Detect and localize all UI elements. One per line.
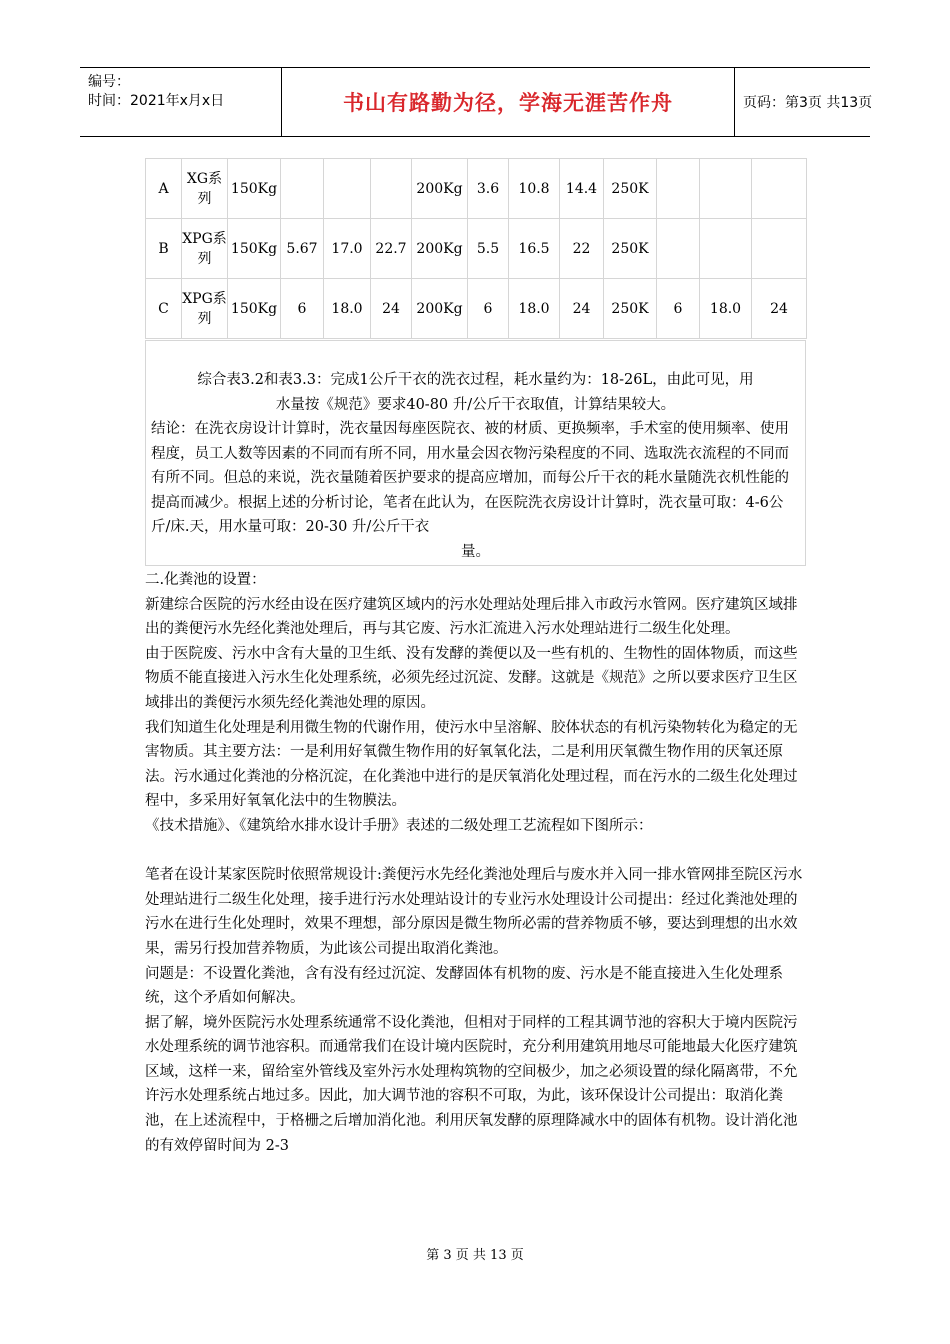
paragraph: 据了解，境外医院污水处理系统通常不设化粪池，但相对于同样的工程其调节池的容积大于境内医院污水处理系统的调节池容积。而通常我们在设计境内医院时，充分利用建筑用地尽可能地最大化医疗建筑区域，这样一来，留给室外管线及室外污水处理构筑物的空间极少，加之必须设置的绿化隔离带，不允许污水处理系统占地过多。因此，加大调节池的容积不可取，为此，该环保设计公司提出：取消化粪池，在上述流程中，于格栅之后增加消化池。利用厌氧发酵的原理降减水中的固体有机物。设计消化池的有效停留时间为 2-3: [145, 1014, 798, 1154]
paragraph: 笔者在设计某家医院时依照常规设计:粪便污水先经化粪池处理后与废水并入同一排水管网排至院区污水处理站进行二级生化处理，接手进行污水处理站设计的专业污水处理设计公司提出：经过化粪池处理的污水在进行生化处理时，效果不理想，部分原因是微生物所必需的营养物质不够，要达到理想的出水效果，需另行投加营养物质，为此该公司提出取消化粪池。: [145, 867, 803, 957]
header-date: 时间：2021年x月x日: [88, 93, 225, 109]
table-cell: B: [146, 219, 182, 279]
paragraph: 由于医院废、污水中含有大量的卫生纸、没有发酵的粪便以及一些有机的、生物性的固体物质，而这些物质不能直接进入污水生化处理系统，必须先经过沉淀、发酵。这就是《规范》之所以要求医疗卫生区域排出的粪便污水须先经化粪池处理的原因。: [145, 645, 798, 711]
table-cell: 24: [752, 279, 807, 339]
table-row: [146, 279, 807, 339]
summary-conclusion: 结论：在洗衣房设计计算时，洗衣量因每座医院衣、被的材质、更换频率，手术室的使用频率、使用程度，员工人数等因素的不同而有所不同，用水量会因衣物污染程度的不同、选取洗衣流程的不同而有所不同。但总的来说，洗衣量随着医护要求的提高应增加，而每公斤干衣的耗水量随洗衣机性能的提高而减少。根据上述的分析讨论，笔者在此认为，在医院洗衣房设计计算时，洗衣量可取：4-6公斤/床.天，用水量可取：20-30 升/公斤干衣: [151, 421, 789, 535]
table-cell: 24: [560, 279, 604, 339]
table-cell: [657, 219, 700, 279]
washing-data-table: [145, 158, 807, 339]
table-cell: 5.67: [281, 219, 324, 279]
table-cell: [700, 219, 752, 279]
table-cell: [657, 159, 700, 219]
paragraph: 新建综合医院的污水经由设在医疗建筑区域内的污水处理站处理后排入市政污水管网。医疗建筑区域排出的粪便污水先经化粪池处理后，再与其它废、污水汇流进入污水处理站进行二级生化处理。: [145, 596, 798, 638]
page-header: [80, 67, 873, 137]
table-row: [146, 219, 807, 279]
table-cell: [324, 159, 371, 219]
figure-placeholder: [145, 839, 811, 864]
table-cell: 14.4: [560, 159, 604, 219]
table-cell: 18.0: [700, 279, 752, 339]
header-motto: 书山有路勤为径，学海无涯苦作舟: [282, 68, 735, 136]
table-cell: 200Kg: [412, 279, 468, 339]
table-cell: 200Kg: [412, 219, 468, 279]
paragraph: 《技术措施》、《建筑给水排水设计手册》表述的二级处理工艺流程如下图所示：: [145, 817, 653, 834]
table-cell: [700, 159, 752, 219]
table-cell: 22: [560, 219, 604, 279]
table-cell: XPG系列: [182, 219, 228, 279]
table-cell: XPG系列: [182, 279, 228, 339]
table-cell: [752, 159, 807, 219]
table-cell: 18.0: [509, 279, 560, 339]
table-cell: 16.5: [509, 219, 560, 279]
table-cell: 5.5: [468, 219, 509, 279]
table-cell: 6: [657, 279, 700, 339]
paragraph: 问题是：不设置化粪池，含有没有经过沉淀、发酵固体有机物的废、污水是不能直接进入生化处理系统，这个矛盾如何解决。: [145, 965, 783, 1007]
table-row: [146, 159, 807, 219]
header-meta: [80, 68, 282, 136]
table-cell: 22.7: [371, 219, 412, 279]
table-cell: 3.6: [468, 159, 509, 219]
table-cell: 200Kg: [412, 159, 468, 219]
paragraph: 我们知道生化处理是利用微生物的代谢作用，使污水中呈溶解、胶体状态的有机污染物转化为稳定的无害物质。其主要方法：一是利用好氧微生物作用的好氧氧化法，二是利用厌氧微生物作用的厌氧还原法。污水通过化粪池的分格沉淀，在化粪池中进行的是厌氧消化处理过程，而在污水的二级生化处理过程中，多采用好氧氧化法中的生物膜法。: [145, 719, 798, 810]
table-cell: 150Kg: [228, 159, 281, 219]
table-cell: [371, 159, 412, 219]
table-cell: [281, 159, 324, 219]
table-cell: 150Kg: [228, 279, 281, 339]
table-cell: C: [146, 279, 182, 339]
table-cell: 10.8: [509, 159, 560, 219]
table-cell: 250K: [604, 279, 657, 339]
table-cell: 17.0: [324, 219, 371, 279]
table-cell: 250K: [604, 159, 657, 219]
summary-conclusion-end: 量。: [461, 543, 490, 560]
table-cell: A: [146, 159, 182, 219]
table-cell: 6: [281, 279, 324, 339]
table-cell: 150Kg: [228, 219, 281, 279]
summary-line-2: 水量按《规范》要求40-80 升/公斤干衣取值，计算结果较大。: [275, 396, 676, 413]
summary-line-1: 综合表3.2和表3.3：完成1公斤干衣的洗衣过程，耗水量约为：18-26L，由此可见，用: [197, 372, 754, 388]
header-page-number: 页码：第3页 共13页: [743, 95, 873, 111]
table-cell: 6: [468, 279, 509, 339]
table-cell: XG系列: [182, 159, 228, 219]
table-cell: 24: [371, 279, 412, 339]
section-heading: 二.化粪池的设置：: [145, 572, 266, 588]
table-cell: 18.0: [324, 279, 371, 339]
body-text: [145, 568, 811, 1158]
table-cell: 250K: [604, 219, 657, 279]
header-number: 编号：: [88, 74, 130, 90]
summary-box: [145, 340, 806, 566]
page-footer: 第 3 页 共 13 页: [426, 1248, 524, 1263]
table-cell: [752, 219, 807, 279]
